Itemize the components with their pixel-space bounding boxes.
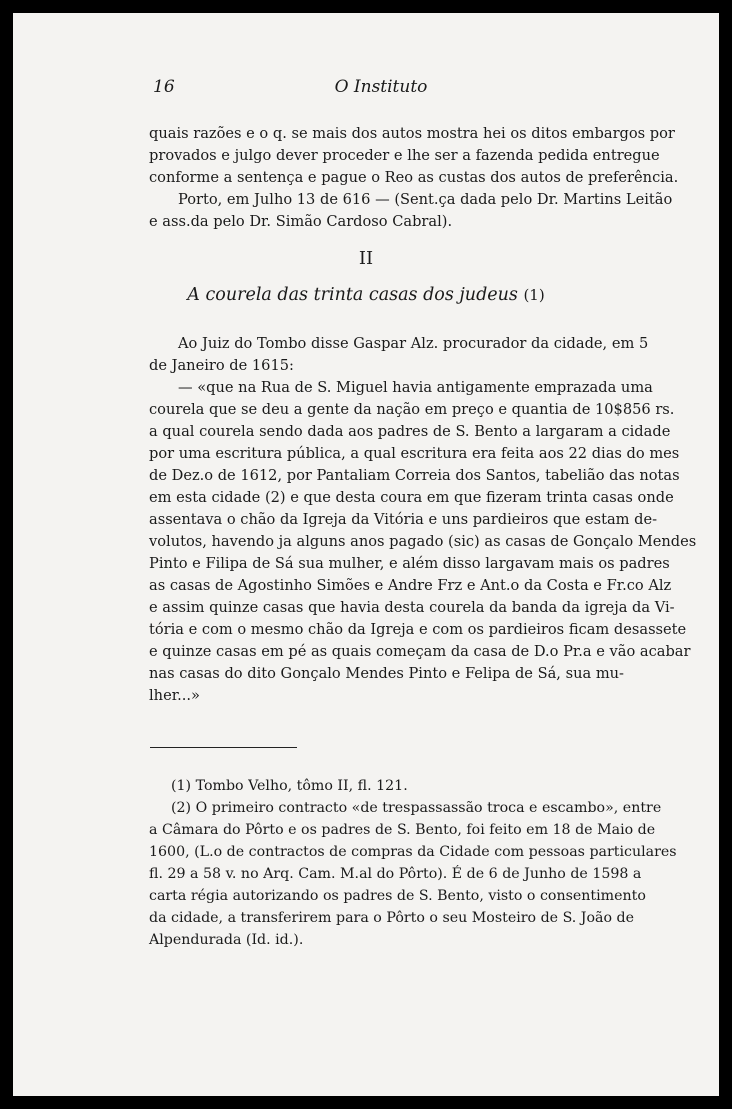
footnote-2-line: 1600, (L.o de contractos de compras da Cidade com pessoas particulares — [149, 844, 677, 860]
quote-line: assentava o chão da Igreja da Vitória e uns pardieiros que estam de- — [149, 511, 658, 528]
section-title-text: A courela das trinta casas dos judeus — [187, 285, 518, 305]
footnote-2-line: Alpendurada (Id. id.). — [149, 932, 304, 948]
section-numeral: II — [358, 248, 374, 269]
quote-line: Pinto e Filipa de Sá sua mulher, e além disso largavam mais os padres — [149, 555, 670, 572]
porto-line: e ass.da pelo Dr. Simão Cardoso Cabral). — [149, 213, 453, 230]
quote-line: nas casas do dito Gonçalo Mendes Pinto e Felipa de Sá, sua mu- — [149, 665, 624, 682]
quote-line: e assim quinze casas que havia desta courela da banda da igreja da Vi- — [149, 599, 675, 616]
intro-line: Ao Juiz do Tombo disse Gaspar Alz. procurador da cidade, em 5 — [178, 335, 649, 352]
footnote-1: (1) Tombo Velho, tômo II, fl. 121. — [171, 778, 408, 794]
document-page — [13, 13, 719, 1096]
quote-line: e quinze casas em pé as quais começam da casa de D.o Pr.a e vão acabar — [149, 643, 691, 660]
section-title — [13, 285, 719, 305]
page-number: 16 — [153, 77, 175, 97]
footnote-2-line: da cidade, a transferirem para o Pôrto o seu Mosteiro de S. João de — [149, 910, 635, 926]
quote-line: as casas de Agostinho Simões e Andre Frz e Ant.o da Costa e Fr.co Alz — [149, 577, 672, 594]
quote-line: courela que se deu a gente da nação em preço e quantia de 10$856 rs. — [149, 401, 675, 418]
section-title-footnote-ref: (1) — [523, 286, 545, 304]
quote-line: a qual courela sendo dada aos padres de S. Bento a largaram a cidade — [149, 423, 671, 440]
quote-line: volutos, havendo ja alguns anos pagado (sic) as casas de Gonçalo Mendes — [149, 533, 697, 550]
quote-line: — «que na Rua de S. Miguel havia antigamente emprazada uma — [178, 379, 653, 396]
intro-line: de Janeiro de 1615: — [149, 357, 294, 374]
body-line: provados e julgo dever proceder e lhe ser a fazenda pedida entregue — [149, 147, 660, 164]
quote-line: tória e com o mesmo chão da Igreja e com os pardieiros ficam desassete — [149, 621, 687, 638]
body-line: conforme a sentença e pague o Reo as custas dos autos de preferência. — [149, 169, 679, 186]
quote-line: em esta cidade (2) e que desta coura em que fizeram trinta casas onde — [149, 489, 674, 506]
footnote-2-line: a Câmara do Pôrto e os padres de S. Bento, foi feito em 18 de Maio de — [149, 822, 656, 838]
footnote-2-line: fl. 29 a 58 v. no Arq. Cam. M.al do Pôrto). É de 6 de Junho de 1598 a — [149, 866, 642, 882]
footnote-2-line: carta régia autorizando os padres de S. Bento, visto o consentimento — [149, 888, 646, 904]
quote-line: lher...» — [149, 687, 200, 704]
running-title: O Instituto — [334, 77, 428, 97]
running-header — [13, 71, 719, 101]
porto-line: Porto, em Julho 13 de 616 — (Sent.ça dada pelo Dr. Martins Leitão — [178, 191, 673, 208]
quote-line: de Dez.o de 1612, por Pantaliam Correia dos Santos, tabelião das notas — [149, 467, 680, 484]
footnote-2-line: (2) O primeiro contracto «de trespassassão troca e escambo», entre — [171, 800, 662, 816]
quote-line: por uma escritura pública, a qual escritura era feita aos 22 dias do mes — [149, 445, 680, 462]
body-line: quais razões e o q. se mais dos autos mostra hei os ditos embargos por — [149, 125, 675, 142]
footnote-rule — [150, 747, 297, 748]
